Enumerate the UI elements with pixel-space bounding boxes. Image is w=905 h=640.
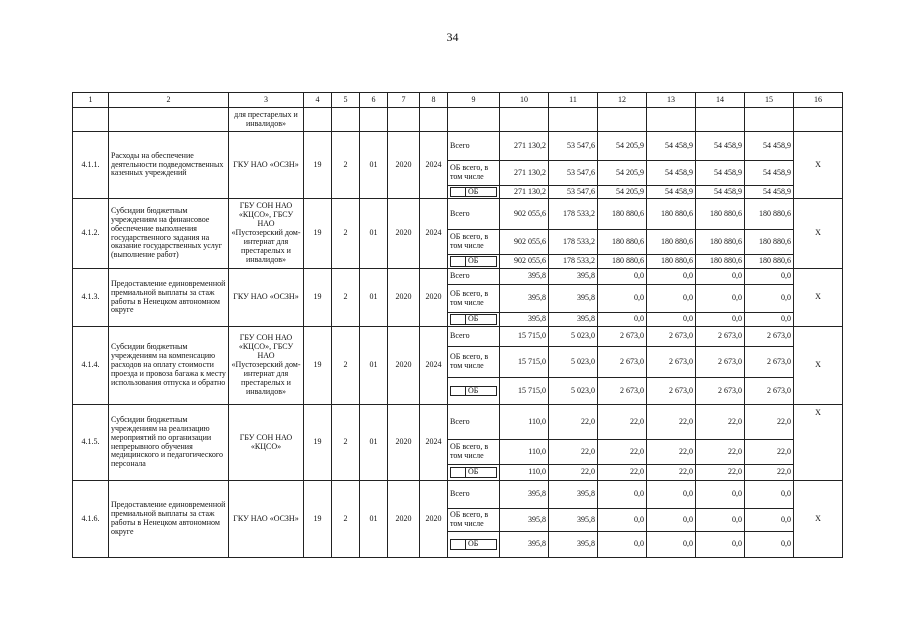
amount-cell: 271 130,2 xyxy=(500,161,549,186)
amount-cell: 22,0 xyxy=(549,465,598,481)
row-executor: ГКУ НАО «ОСЗН» xyxy=(229,481,304,558)
amount-cell: 395,8 xyxy=(500,481,549,509)
amount-cell: 22,0 xyxy=(696,405,745,440)
funding-source-label: Всего xyxy=(448,327,500,347)
amount-cell: 0,0 xyxy=(696,285,745,313)
amount-cell: 0,0 xyxy=(745,481,794,509)
header-cell: 3 xyxy=(229,93,304,108)
amount-cell: 54 458,9 xyxy=(745,186,794,199)
row-code-4: 19 xyxy=(304,132,332,199)
amount-cell: 0,0 xyxy=(598,532,647,558)
amount-cell: 0,0 xyxy=(647,269,696,285)
header-cell: 4 xyxy=(304,93,332,108)
amount-cell: 5 023,0 xyxy=(549,378,598,405)
row-end-year: 2024 xyxy=(420,405,448,481)
funding-source-text: ОБ xyxy=(466,468,497,478)
amount-cell: 0,0 xyxy=(696,532,745,558)
amount-cell: 0,0 xyxy=(696,509,745,532)
funding-source-label xyxy=(448,378,500,405)
row-x-mark: X xyxy=(794,327,843,405)
funding-source-label: Всего xyxy=(448,269,500,285)
amount-cell: 54 458,9 xyxy=(696,132,745,161)
funding-source-label: ОБ всего, в том числе xyxy=(448,440,500,465)
amount-cell: 0,0 xyxy=(745,532,794,558)
table-row xyxy=(73,199,843,230)
row-code-4: 19 xyxy=(304,327,332,405)
row-start-year: 2020 xyxy=(388,327,420,405)
amount-cell: 2 673,0 xyxy=(696,378,745,405)
amount-cell: 0,0 xyxy=(696,269,745,285)
row-end-year: 2024 xyxy=(420,132,448,199)
amount-cell: 5 023,0 xyxy=(549,347,598,378)
row-end-year: 2020 xyxy=(420,481,448,558)
row-executor: ГБУ СОН НАО «КЦСО» xyxy=(229,405,304,481)
row-code-4: 19 xyxy=(304,405,332,481)
header-cell: 9 xyxy=(448,93,500,108)
header-cell: 8 xyxy=(420,93,448,108)
amount-cell: 22,0 xyxy=(745,440,794,465)
budget-table xyxy=(72,92,843,558)
header-cell: 7 xyxy=(388,93,420,108)
amount-cell: 54 205,9 xyxy=(598,186,647,199)
funding-source-label xyxy=(448,465,500,481)
header-cell: 6 xyxy=(360,93,388,108)
row-number: 4.1.5. xyxy=(73,405,109,481)
amount-cell: 22,0 xyxy=(745,405,794,440)
row-number: 4.1.2. xyxy=(73,199,109,269)
row-code-5: 2 xyxy=(332,199,360,269)
amount-cell: 22,0 xyxy=(647,465,696,481)
amount-cell: 2 673,0 xyxy=(647,327,696,347)
funding-source-text: ОБ xyxy=(466,315,497,325)
amount-cell: 395,8 xyxy=(500,313,549,327)
amount-cell: 180 880,6 xyxy=(696,230,745,255)
row-name: Субсидии бюджетным учреждениям на реализацию мероприятий по организации непрерывного обучения медицинского и педагогического персонала xyxy=(109,405,229,481)
row-code-5: 2 xyxy=(332,269,360,327)
funding-source-label: Всего xyxy=(448,405,500,440)
row-code-6: 01 xyxy=(360,269,388,327)
amount-cell: 395,8 xyxy=(549,532,598,558)
amount-cell: 2 673,0 xyxy=(647,378,696,405)
header-cell: 16 xyxy=(794,93,843,108)
row-number: 4.1.4. xyxy=(73,327,109,405)
amount-cell: 2 673,0 xyxy=(745,327,794,347)
row-executor: ГБУ СОН НАО «КЦСО», ГБСУ НАО «Пустозерский дом-интернат для престарелых и инвалидов» xyxy=(229,327,304,405)
amount-cell: 178 533,2 xyxy=(549,199,598,230)
row-code-4: 19 xyxy=(304,199,332,269)
amount-cell: 15 715,0 xyxy=(500,347,549,378)
amount-cell: 22,0 xyxy=(598,465,647,481)
row-code-5: 2 xyxy=(332,132,360,199)
row-start-year: 2020 xyxy=(388,199,420,269)
amount-cell: 395,8 xyxy=(500,269,549,285)
amount-cell: 0,0 xyxy=(647,532,696,558)
amount-cell: 54 458,9 xyxy=(696,186,745,199)
row-x-mark: X xyxy=(794,132,843,199)
amount-cell: 54 458,9 xyxy=(696,161,745,186)
amount-cell: 180 880,6 xyxy=(745,230,794,255)
amount-cell: 395,8 xyxy=(549,285,598,313)
amount-cell: 2 673,0 xyxy=(598,378,647,405)
amount-cell: 22,0 xyxy=(696,465,745,481)
amount-cell: 395,8 xyxy=(549,313,598,327)
table-row xyxy=(73,405,843,440)
header-cell: 1 xyxy=(73,93,109,108)
row-number: 4.1.6. xyxy=(73,481,109,558)
header-cell: 5 xyxy=(332,93,360,108)
amount-cell: 54 205,9 xyxy=(598,132,647,161)
row-end-year: 2024 xyxy=(420,199,448,269)
funding-source-label: ОБ всего, в том числе xyxy=(448,347,500,378)
funding-source-label: ОБ всего, в том числе xyxy=(448,230,500,255)
funding-source-label: Всего xyxy=(448,481,500,509)
amount-cell: 395,8 xyxy=(500,509,549,532)
row-start-year: 2020 xyxy=(388,405,420,481)
row-code-4: 19 xyxy=(304,481,332,558)
funding-source-text: ОБ xyxy=(466,187,497,197)
amount-cell: 180 880,6 xyxy=(598,255,647,269)
amount-cell: 180 880,6 xyxy=(598,230,647,255)
row-start-year: 2020 xyxy=(388,481,420,558)
amount-cell: 395,8 xyxy=(549,269,598,285)
row-code-6: 01 xyxy=(360,405,388,481)
amount-cell: 54 458,9 xyxy=(745,132,794,161)
amount-cell: 2 673,0 xyxy=(598,327,647,347)
amount-cell: 54 458,9 xyxy=(647,132,696,161)
row-code-5: 2 xyxy=(332,481,360,558)
amount-cell: 902 055,6 xyxy=(500,230,549,255)
row-code-6: 01 xyxy=(360,132,388,199)
funding-source-label: Всего xyxy=(448,132,500,161)
amount-cell: 395,8 xyxy=(500,285,549,313)
amount-cell: 180 880,6 xyxy=(696,255,745,269)
amount-cell: 110,0 xyxy=(500,440,549,465)
amount-cell: 178 533,2 xyxy=(549,230,598,255)
amount-cell: 395,8 xyxy=(549,481,598,509)
amount-cell: 0,0 xyxy=(598,269,647,285)
row-end-year: 2024 xyxy=(420,327,448,405)
row-number: 4.1.3. xyxy=(73,269,109,327)
row-name: Субсидии бюджетным учреждениям на финансовое обеспечение выполнения государственного задания на оказание государственных услуг (выполнение работ) xyxy=(109,199,229,269)
amount-cell: 22,0 xyxy=(745,465,794,481)
row-start-year: 2020 xyxy=(388,132,420,199)
row-code-6: 01 xyxy=(360,481,388,558)
funding-source-label: ОБ всего, в том числе xyxy=(448,285,500,313)
header-cell: 13 xyxy=(647,93,696,108)
row-code-6: 01 xyxy=(360,327,388,405)
funding-source-label xyxy=(448,313,500,327)
row-x-mark: X xyxy=(794,481,843,558)
amount-cell: 180 880,6 xyxy=(745,199,794,230)
amount-cell: 0,0 xyxy=(647,285,696,313)
amount-cell: 0,0 xyxy=(598,313,647,327)
row-name: Расходы на обеспечение деятельности подведомственных казенных учреждений xyxy=(109,132,229,199)
row-start-year: 2020 xyxy=(388,269,420,327)
row-code-5: 2 xyxy=(332,327,360,405)
amount-cell: 902 055,6 xyxy=(500,199,549,230)
amount-cell: 2 673,0 xyxy=(696,327,745,347)
amount-cell: 22,0 xyxy=(549,405,598,440)
amount-cell: 2 673,0 xyxy=(745,347,794,378)
amount-cell: 2 673,0 xyxy=(647,347,696,378)
amount-cell: 15 715,0 xyxy=(500,327,549,347)
header-cell: 14 xyxy=(696,93,745,108)
table-row xyxy=(73,269,843,285)
amount-cell: 22,0 xyxy=(647,405,696,440)
row-name: Предоставление единовременной премиальной выплаты за стаж работы в Ненецком автономном округе xyxy=(109,481,229,558)
row-executor: ГКУ НАО «ОСЗН» xyxy=(229,132,304,199)
header-cell: 15 xyxy=(745,93,794,108)
amount-cell: 180 880,6 xyxy=(745,255,794,269)
amount-cell: 15 715,0 xyxy=(500,378,549,405)
funding-source-text: ОБ xyxy=(466,257,497,267)
amount-cell: 180 880,6 xyxy=(696,199,745,230)
row-code-6: 01 xyxy=(360,199,388,269)
funding-source-text: ОБ xyxy=(466,386,497,396)
amount-cell: 0,0 xyxy=(696,481,745,509)
row-code-4: 19 xyxy=(304,269,332,327)
amount-cell: 54 458,9 xyxy=(647,161,696,186)
amount-cell: 2 673,0 xyxy=(696,347,745,378)
amount-cell: 53 547,6 xyxy=(549,161,598,186)
amount-cell: 0,0 xyxy=(696,313,745,327)
amount-cell: 22,0 xyxy=(598,440,647,465)
amount-cell: 0,0 xyxy=(745,269,794,285)
row-code-5: 2 xyxy=(332,405,360,481)
funding-source-label xyxy=(448,255,500,269)
amount-cell: 271 130,2 xyxy=(500,186,549,199)
amount-cell: 180 880,6 xyxy=(647,230,696,255)
amount-cell: 180 880,6 xyxy=(647,199,696,230)
continuation-row xyxy=(73,108,843,132)
header-row xyxy=(73,93,843,108)
amount-cell: 0,0 xyxy=(745,313,794,327)
amount-cell: 2 673,0 xyxy=(745,378,794,405)
amount-cell: 0,0 xyxy=(647,481,696,509)
table-row xyxy=(73,327,843,347)
funding-source-label: ОБ всего, в том числе xyxy=(448,509,500,532)
amount-cell: 53 547,6 xyxy=(549,132,598,161)
amount-cell: 5 023,0 xyxy=(549,327,598,347)
amount-cell: 0,0 xyxy=(647,509,696,532)
amount-cell: 22,0 xyxy=(647,440,696,465)
row-executor: ГКУ НАО «ОСЗН» xyxy=(229,269,304,327)
amount-cell: 0,0 xyxy=(745,285,794,313)
amount-cell: 395,8 xyxy=(549,509,598,532)
amount-cell: 0,0 xyxy=(598,481,647,509)
funding-source-label: Всего xyxy=(448,199,500,230)
amount-cell: 22,0 xyxy=(696,440,745,465)
header-cell: 11 xyxy=(549,93,598,108)
header-cell: 2 xyxy=(109,93,229,108)
row-number: 4.1.1. xyxy=(73,132,109,199)
row-end-year: 2020 xyxy=(420,269,448,327)
header-cell: 12 xyxy=(598,93,647,108)
amount-cell: 395,8 xyxy=(500,532,549,558)
amount-cell: 54 458,9 xyxy=(745,161,794,186)
table-row xyxy=(73,481,843,509)
row-x-mark: X xyxy=(794,269,843,327)
row-name: Субсидии бюджетным учреждениям на компенсацию расходов на оплату стоимости проезда и провоза багажа к месту использования отпуска и обратно xyxy=(109,327,229,405)
amount-cell: 180 880,6 xyxy=(598,199,647,230)
funding-source-text: ОБ xyxy=(466,540,497,550)
amount-cell: 110,0 xyxy=(500,405,549,440)
funding-source-label xyxy=(448,532,500,558)
page-number: 34 xyxy=(446,30,459,44)
amount-cell: 0,0 xyxy=(745,509,794,532)
amount-cell: 110,0 xyxy=(500,465,549,481)
table-row xyxy=(73,132,843,161)
row-name: Предоставление единовременной премиальной выплаты за стаж работы в Ненецком автономном округе xyxy=(109,269,229,327)
amount-cell: 0,0 xyxy=(647,313,696,327)
amount-cell: 53 547,6 xyxy=(549,186,598,199)
amount-cell: 0,0 xyxy=(598,509,647,532)
amount-cell: 54 205,9 xyxy=(598,161,647,186)
amount-cell: 0,0 xyxy=(598,285,647,313)
amount-cell: 2 673,0 xyxy=(598,347,647,378)
amount-cell: 22,0 xyxy=(598,405,647,440)
header-cell: 10 xyxy=(500,93,549,108)
amount-cell: 902 055,6 xyxy=(500,255,549,269)
row-x-mark: X xyxy=(794,199,843,269)
amount-cell: 180 880,6 xyxy=(647,255,696,269)
row-executor: ГБУ СОН НАО «КЦСО», ГБСУ НАО «Пустозерский дом-интернат для престарелых и инвалидов» xyxy=(229,199,304,269)
funding-source-label: ОБ всего, в том числе xyxy=(448,161,500,186)
funding-source-label xyxy=(448,186,500,199)
row-x-mark: X xyxy=(794,405,843,481)
amount-cell: 54 458,9 xyxy=(647,186,696,199)
amount-cell: 22,0 xyxy=(549,440,598,465)
amount-cell: 178 533,2 xyxy=(549,255,598,269)
continuation-executor: для престарелых и инвалидов» xyxy=(229,108,304,132)
amount-cell: 271 130,2 xyxy=(500,132,549,161)
